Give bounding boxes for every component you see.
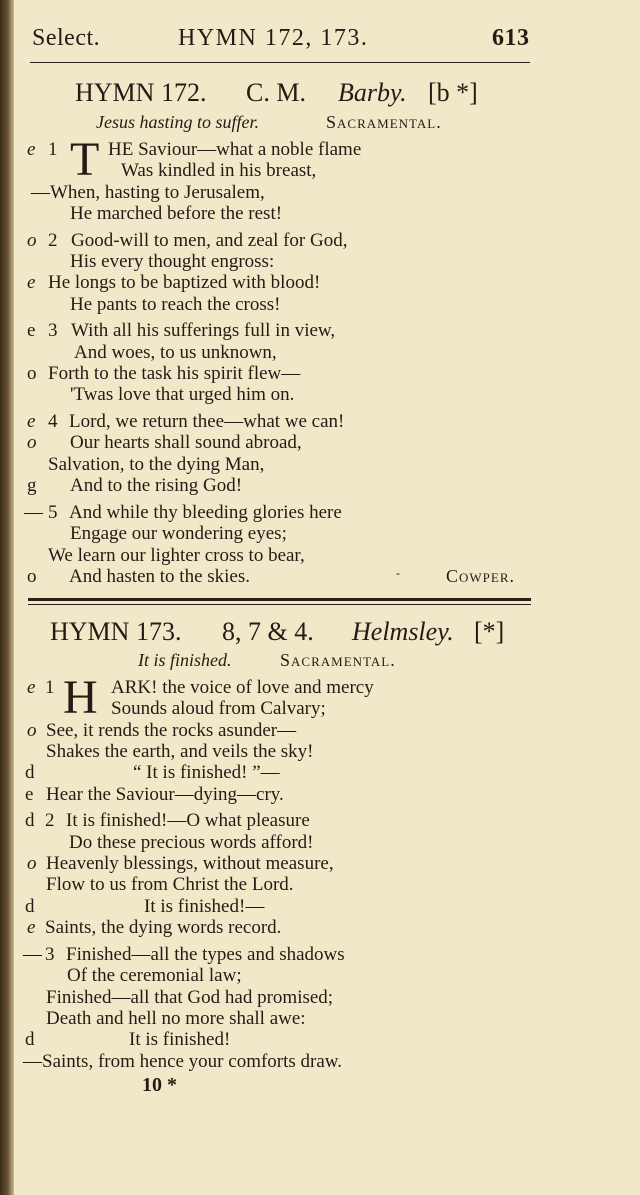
hymn-173-line: “ It is finished! ”—: [133, 762, 280, 783]
hymn-173-line: It is finished!: [129, 1029, 231, 1050]
hymn-172-line: Lord, we return thee—what we can!: [69, 411, 345, 432]
hymn-172-dropcap: T: [70, 133, 100, 186]
hymn-173-line: Flow to us from Christ the Lord.: [46, 874, 294, 895]
verse-mark: —: [24, 502, 43, 523]
hymn-172-category: Sacramental.: [326, 112, 442, 132]
hymn-172-line: His every thought engross:: [70, 251, 275, 272]
hymn-172-line: And woes, to us unknown,: [74, 342, 277, 363]
verse-mark: o: [27, 432, 37, 453]
verse-number: 1: [45, 677, 55, 698]
hymn-173-subtitle: It is finished.: [138, 650, 232, 670]
hymn-173-line: Do these precious words afford!: [69, 832, 314, 853]
verse-mark: e: [27, 677, 36, 698]
hymn-172-line: 'Twas love that urged him on.: [70, 384, 295, 405]
hymn-172-line: And hasten to the skies.: [69, 566, 251, 587]
hymn-172-line: And to the rising God!: [70, 475, 243, 496]
verse-mark: d: [25, 762, 35, 783]
verse-mark: e: [27, 320, 36, 341]
hymn-172-line: With all his sufferings full in view,: [71, 320, 336, 341]
hymn-172-line: He pants to reach the cross!: [70, 294, 281, 315]
header-rule: [30, 62, 530, 63]
hymn-173-category: Sacramental.: [280, 650, 396, 670]
verse-number: 1: [48, 139, 58, 160]
hymn-172-tune: Barby.: [338, 78, 407, 107]
hymn-173-line: Sounds aloud from Calvary;: [111, 698, 326, 719]
hymn-173-line: Of the ceremonial law;: [67, 965, 242, 986]
verse-mark: d: [25, 896, 35, 917]
hymn-172-bracket: [b *]: [428, 78, 478, 107]
hymn-173-line: —Saints, from hence your comforts draw.: [23, 1051, 343, 1072]
hymn-172-line: Good-will to men, and zeal for God,: [71, 230, 348, 251]
hymn-173-tune: Helmsley.: [352, 617, 454, 646]
hymn-separator-thin: [28, 604, 531, 605]
hymn-172-line: Our hearts shall sound abroad,: [70, 432, 302, 453]
hymn-173-number: HYMN 173.: [50, 617, 182, 646]
verse-mark: e: [27, 139, 36, 160]
hymn-173-line: Hear the Saviour—dying—cry.: [46, 784, 284, 805]
hymn-172-line: He longs to be baptized with blood!: [48, 272, 321, 293]
verse-number: 2: [48, 230, 58, 251]
verse-mark: e: [25, 784, 34, 805]
verse-mark: g: [27, 475, 37, 496]
page-number: 613: [492, 25, 530, 51]
hymn-173-line: See, it rends the rocks asunder—: [46, 720, 297, 741]
hymn-172-line: Forth to the task his spirit flew—: [48, 363, 301, 384]
hymn-173-dropcap: H: [63, 671, 98, 724]
hymn-173-line: Finished—all the types and shadows: [66, 944, 345, 965]
hymn-172-line: —When, hasting to Jerusalem,: [31, 182, 265, 203]
hymn-173-line: It is finished!—: [144, 896, 265, 917]
hymn-172-line: We learn our lighter cross to bear,: [48, 545, 305, 566]
verse-number: 2: [45, 810, 55, 831]
hymn-172-line: Engage our wondering eyes;: [70, 523, 287, 544]
hymn-173-line: ARK! the voice of love and mercy: [111, 677, 374, 698]
verse-mark: o: [27, 230, 37, 251]
hymn-172-line: He marched before the rest!: [70, 203, 283, 224]
running-head-title: HYMN 172, 173.: [178, 25, 369, 51]
verse-number: 5: [48, 502, 58, 523]
hymn-173-line: Death and hell no more shall awe:: [46, 1008, 306, 1029]
hymn-172-line: And while thy bleeding glories here: [69, 502, 342, 523]
verse-mark: o: [27, 566, 37, 587]
running-head-left: Select.: [32, 25, 101, 51]
verse-number: 3: [48, 320, 58, 341]
hymn-172-meter: C. M.: [246, 78, 306, 107]
verse-number: 4: [48, 411, 58, 432]
verse-number: 3: [45, 944, 55, 965]
hymn-173-bracket: [*]: [474, 617, 505, 646]
hymn-172-number: HYMN 172.: [75, 78, 207, 107]
verse-mark: d: [25, 1029, 35, 1050]
hymn-173-line: It is finished!—O what pleasure: [66, 810, 310, 831]
verse-mark: —: [23, 944, 42, 965]
hymn-173-line: Shakes the earth, and veils the sky!: [46, 741, 314, 762]
verse-mark: o: [27, 853, 37, 874]
hymn-173-meter: 8, 7 & 4.: [222, 617, 314, 646]
hymn-separator-thick: [28, 598, 531, 601]
hymn-172-author: Cowper.: [446, 566, 516, 586]
signature-mark: 10 *: [142, 1074, 177, 1096]
hymn-172-subtitle: Jesus hasting to suffer.: [96, 112, 260, 132]
hymn-173-line: Saints, the dying words record.: [45, 917, 282, 938]
hymn-173-line: Heavenly blessings, without measure,: [46, 853, 334, 874]
verse-mark: o: [27, 363, 37, 384]
author-dash: -: [396, 566, 400, 580]
hymn-172-line: HE Saviour—what a noble flame: [108, 139, 362, 160]
verse-mark: d: [25, 810, 35, 831]
verse-mark: o: [27, 720, 37, 741]
hymn-172-line: Salvation, to the dying Man,: [48, 454, 265, 475]
hymn-172-line: Was kindled in his breast,: [121, 160, 317, 181]
verse-mark: e: [27, 272, 36, 293]
verse-mark: e: [27, 411, 36, 432]
verse-mark: e: [27, 917, 36, 938]
hymn-173-line: Finished—all that God had promised;: [46, 987, 334, 1008]
